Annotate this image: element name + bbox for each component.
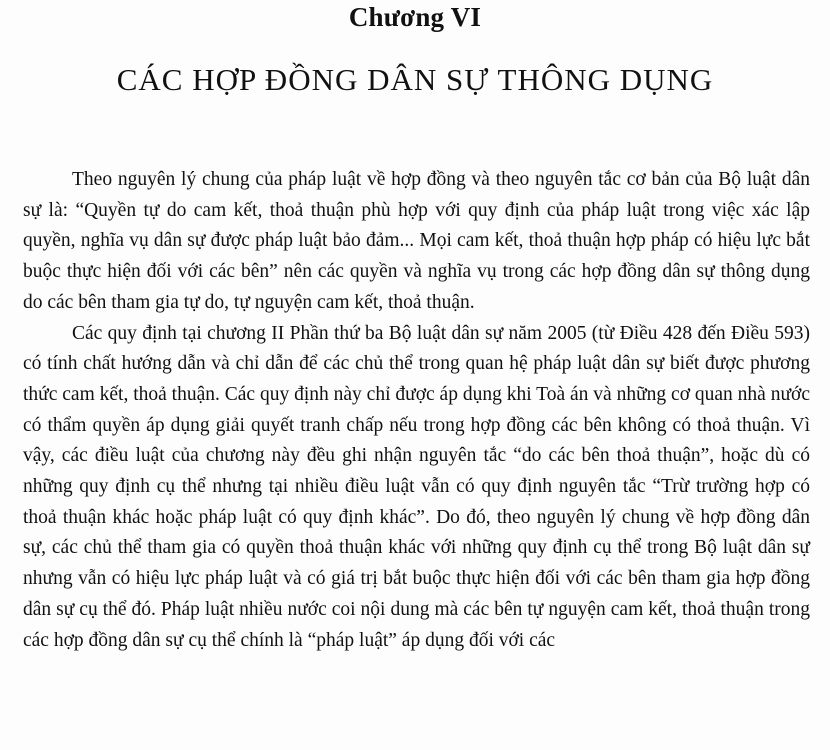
body-text: [23, 165, 810, 656]
paragraph: Theo nguyên lý chung của pháp luật về hợp đồng và theo nguyên tắc cơ bản của Bộ luật dân sự là: “Quyền tự do cam kết, thoả thuận phù hợp với quy định của pháp luật trong việc xác lập quyền, nghĩa vụ dân sự được pháp luật bảo đảm... Mọi cam kết, thoả thuận hợp pháp có hiệu lực bắt buộc thực hiện đối với các bên” nên các quyền và nghĩa vụ trong các hợp đồng dân sự thông dụng do các bên tham gia tự do, tự nguyện cam kết, thoả thuận.: [23, 169, 810, 313]
chapter-title: CÁC HỢP ĐỒNG DÂN SỰ THÔNG DỤNG: [116, 62, 714, 97]
chapter-label: Chương VI: [348, 2, 482, 32]
paragraph: Các quy định tại chương II Phần thứ ba Bộ luật dân sự năm 2005 (từ Điều 428 đến Điều 593) có tính chất hướng dẫn và chỉ dẫn để các chủ thể trong quan hệ pháp luật dân sự biết được phương thức cam kết, thoả thuận. Các quy định này chỉ được áp dụng khi Toà án và những cơ quan nhà nước có thẩm quyền áp dụng giải quyết tranh chấp nếu trong hợp đồng các bên không có thoả thuận. Vì vậy, các điều luật của chương này đều ghi nhận nguyên tắc “do các bên thoả thuận”, hoặc dù có những quy định cụ thể nhưng tại nhiều điều luật vẫn có quy định nguyên tắc “Trừ trường hợp có thoả thuận khác hoặc pháp luật có quy định khác”. Do đó, theo nguyên lý chung về hợp đồng dân sự, các chủ thể tham gia có quyền thoả thuận khác với những quy định cụ thể trong Bộ luật dân sự nhưng vẫn có hiệu lực pháp luật và có giá trị bắt buộc thực hiện đối với các bên tham gia hợp đồng dân sự cụ thể đó. Pháp luật nhiều nước coi nội dung mà các bên tự nguyện cam kết, thoả thuận trong các hợp đồng dân sự cụ thể chính là “pháp luật” áp dụng đối với các: [23, 322, 810, 651]
